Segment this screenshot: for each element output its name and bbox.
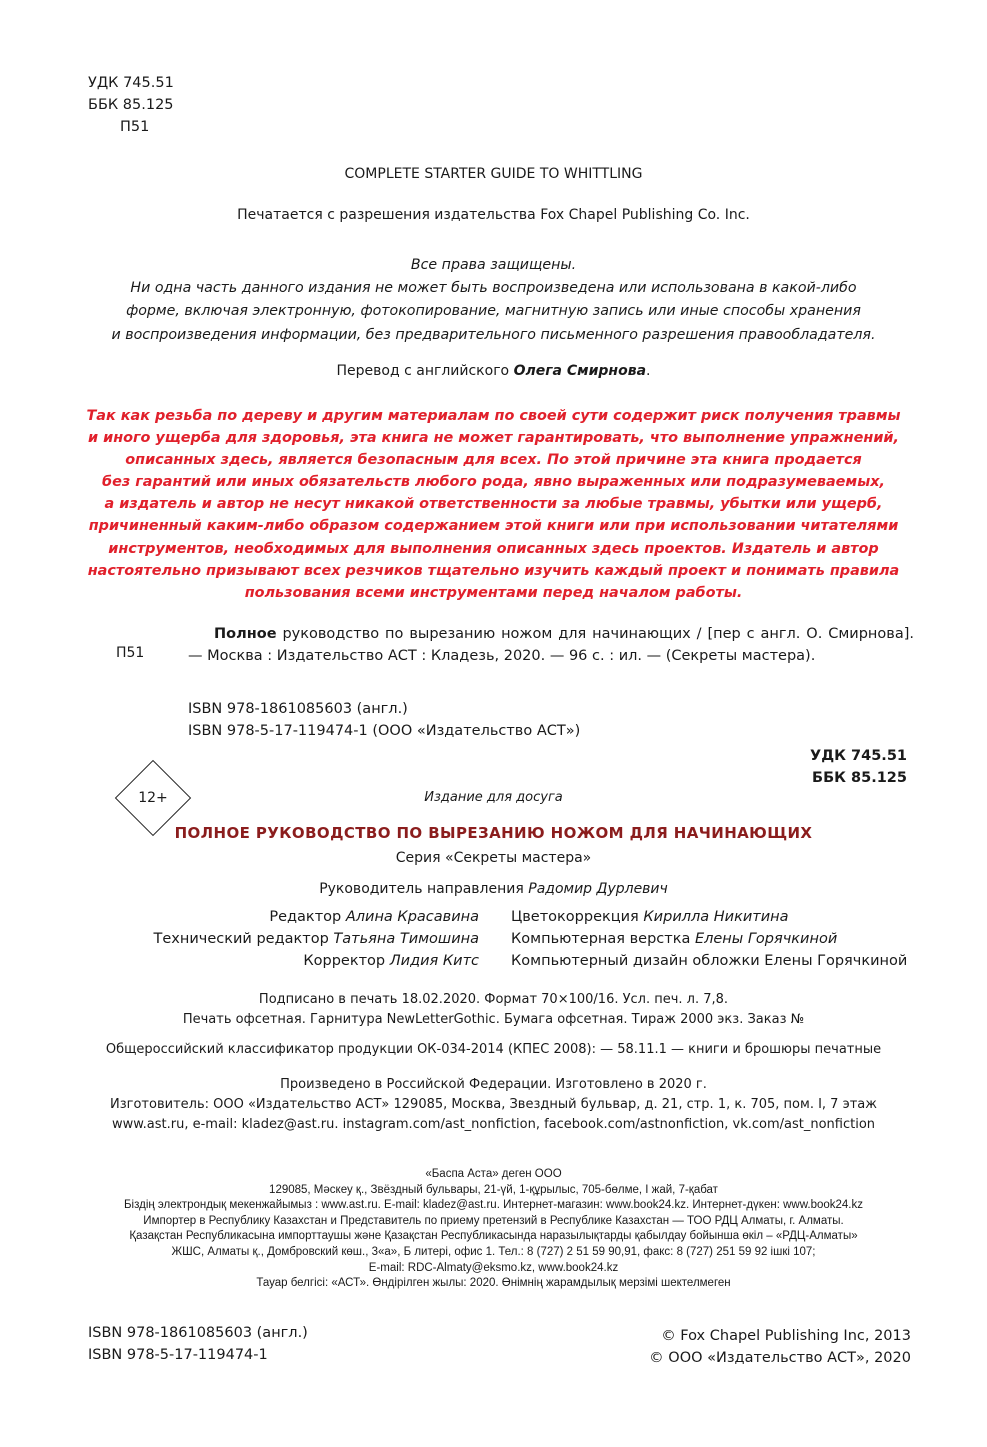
bbk-code: ББК 85.125: [812, 770, 907, 786]
permission-notice: Печатается с разрешения издательства Fox Chapel Publishing Co. Inc.: [237, 207, 750, 223]
rights-line: Ни одна часть данного издания не может быть воспроизведена или использована в какой-либо: [130, 280, 857, 297]
manufacturer-info: Произведено в Российской Федерации. Изготовлено в 2020 г. Изготовитель: ООО «Издательство АСТ» 129085, Москва, Звездный бульвар, д. 21, стр. 1, к. 705, пом. I, 7 этаж www.ast.ru, e-mail: kladez@ast.ru. instagram.com/ast_nonfiction, facebook.com/astnonfiction, vk.com/ast_nonfiction: [110, 1077, 877, 1132]
udk-code: УДК 745.51: [810, 748, 907, 764]
age-rating-label: 12+: [138, 790, 168, 806]
credit-item: Компьютерная верстка Елены Горячкиной: [511, 931, 838, 947]
rights-notice: [40, 254, 947, 347]
product-classifier: Общероссийский классификатор продукции ОК-034-2014 (КПЕС 2008): — 58.11.1 — книги и брошюры печатные: [105, 1042, 882, 1057]
isbn-line: ISBN 978-5-17-119474-1 (ООО «Издательство АСТ»): [188, 723, 581, 739]
credit-item: Компьютерный дизайн обложки Елены Горячкиной: [511, 953, 908, 969]
translator-name: Олега Смирнова: [513, 363, 647, 379]
warning-line: а издатель и автор не несут никакой ответственности за любые травмы, убытки или ущерб,: [104, 496, 883, 513]
edition-note: Издание для досуга: [424, 790, 563, 805]
bibliography-text: руководство по вырезанию ножом для начинающих / [пер с англ. О. Смирнова]. — Москва : Издательство АСТ : Кладезь, 2020. — 96 с. : ил. — (Секреты мастера).: [188, 626, 914, 665]
original-title: COMPLETE STARTER GUIDE TO WHITTLING: [344, 166, 643, 182]
warning-line: Так как резьба по дереву и другим материалам по своей сути содержит риск получения травмы: [86, 408, 901, 424]
series-name: Серия «Секреты мастера»: [395, 850, 592, 866]
isbn-line: ISBN 978-5-17-119474-1: [88, 1347, 268, 1363]
bibliography-code: П51: [116, 645, 145, 661]
isbn-line: ISBN 978-1861085603 (англ.): [88, 1325, 308, 1341]
warning-line: описанных здесь, является безопасным для всех. По этой причине эта книга продается: [125, 452, 862, 469]
credit-item: Корректор Лидия Китс: [303, 953, 479, 969]
isbn-bottom: [88, 1322, 308, 1366]
classification-codes-right: [810, 745, 907, 789]
kazakhstan-info: «Баспа Аста» деген ООО 129085, Мәскеу қ., Звёздный бульвары, 21-үй, 1-құрылыс, 705-бөлме, I жай, 7-қабат Біздің электрондық мекенжайымыз : www.ast.ru. E-mail: kladez@ast.ru. Интернет-магазин: www.book24.kz. Интернет-дүкен: www.book24.kz Импортер в Республику Казахстан и Представитель по приему претензий в Республике Казахстан — ТОО РДЦ Алматы, г. Алматы. Қазақстан Республикасына импорттаушы және Қазақстан Республикасында наразылықтарды қабылдау бойынша өкіл – «РДЦ-Алматы» ЖШС, Алматы қ., Домбровский көш., 3«а», Б литері, офис 1. Тел.: 8 (727) 2 51 59 90,91, факс: 8 (727) 251 59 92 ішкі 107; E-mail: RDC-Almaty@eksmo.kz, www.book24.kz Тауар белгісі: «АСТ». Өндірілген жылы: 2020. Өнімнің жарамдылық мерзімі шектелмеген: [123, 1168, 864, 1290]
rights-line: форме, включая электронную, фотокопирование, магнитную запись или иные способы хранения: [126, 303, 861, 320]
udk-code: УДК 745.51: [88, 75, 174, 91]
translation-credit: Перевод с английского Олега Смирнова.: [336, 363, 651, 379]
credit-item: Редактор Алина Красавина: [269, 909, 479, 925]
copyright-notice: © Fox Chapel Publishing Inc, 2013 © ООО «Издательство АСТ», 2020: [649, 1328, 911, 1366]
warning-line: инструментов, необходимых для выполнения описанных здесь проектов. Издатель и автор: [108, 540, 879, 557]
isbn-line: ISBN 978-1861085603 (англ.): [188, 701, 408, 717]
safety-warning: [40, 405, 947, 604]
warning-line: пользования всеми инструментами перед началом работы.: [244, 584, 743, 601]
head-of-direction: Руководитель направления Радомир Дурлевич: [319, 881, 668, 897]
warning-line: без гарантий или иных обязательств любого рода, явно выраженных или подразумеваемых,: [102, 474, 885, 491]
warning-line: причиненный каким-либо образом содержанием этой книги или при использовании читателями: [88, 518, 899, 535]
bbk-code: ББК 85.125: [88, 97, 174, 113]
author-mark: П51: [120, 119, 150, 135]
printing-info: Подписано в печать 18.02.2020. Формат 70×100/16. Усл. печ. л. 7,8. Печать офсетная. Гарнитура NewLetterGothic. Бумага офсетная. Тираж 2000 экз. Заказ №: [182, 992, 805, 1027]
credit-item: Технический редактор Татьяна Тимошина: [153, 931, 479, 947]
credits-left: [154, 906, 479, 972]
credit-item: Цветокоррекция Кирилла Никитина: [511, 909, 789, 925]
rights-line: и воспроизведения информации, без предварительного письменного разрешения правообладателя.: [111, 326, 876, 343]
warning-line: и иного ущерба для здоровья, эта книга не может гарантировать, что выполнение упражнений,: [88, 430, 899, 447]
bibliography-lead: Полное: [214, 626, 277, 642]
credits-right: [511, 906, 907, 972]
bibliography-entry: [188, 623, 914, 667]
rights-heading: Все права защищены.: [410, 257, 577, 273]
isbn-block: [188, 698, 580, 742]
warning-line: настоятельно призывают всех резчиков тщательно изучить каждый проект и понимать правила: [87, 562, 900, 579]
classification-codes-top: [88, 72, 174, 138]
book-title: ПОЛНОЕ РУКОВОДСТВО ПО ВЫРЕЗАНИЮ НОЖОМ ДЛЯ НАЧИНАЮЩИХ: [174, 824, 813, 842]
